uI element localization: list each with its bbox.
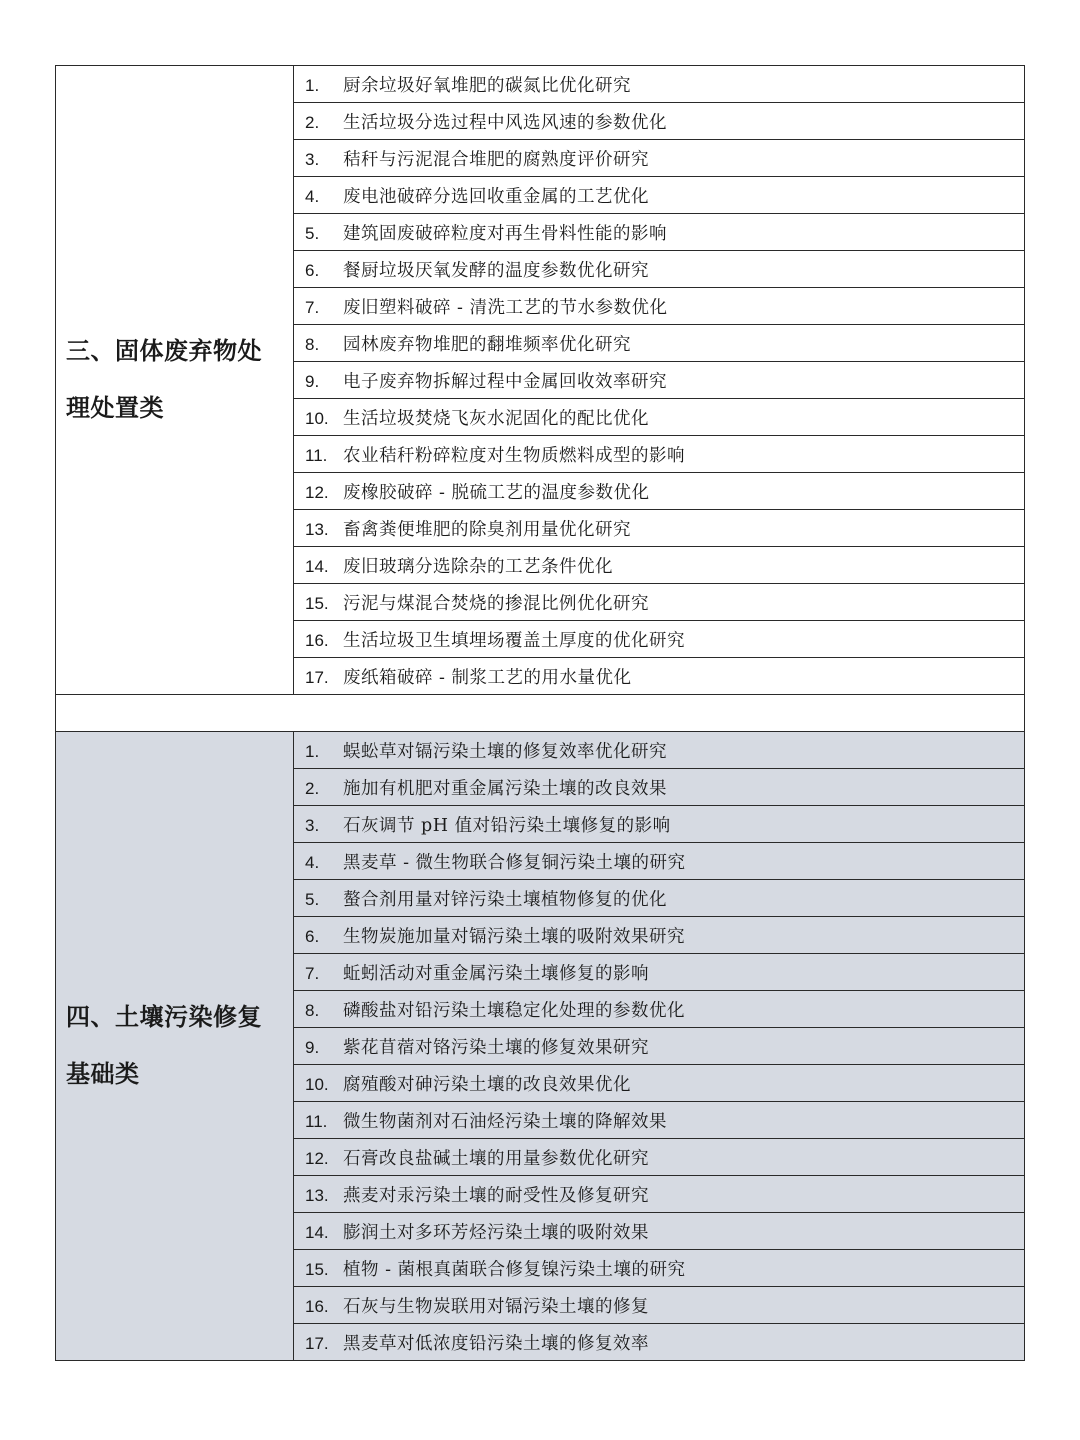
item-text: 蚯蚓活动对重金属污染土壤修复的影响 xyxy=(343,963,649,984)
item-text: 黑麦草对低浓度铅污染土壤的修复效率 xyxy=(343,1333,649,1354)
item-number: 10. xyxy=(305,1074,329,1094)
item-text: 微生物菌剂对石油烃污染土壤的降解效果 xyxy=(343,1111,667,1132)
topic-item xyxy=(294,510,1025,547)
item-text: 畜禽粪便堆肥的除臭剂用量优化研究 xyxy=(343,519,631,540)
topic-item xyxy=(294,103,1025,140)
item-number: 7. xyxy=(305,963,320,983)
item-text: 电子废弃物拆解过程中金属回收效率研究 xyxy=(343,371,667,392)
item-number: 13. xyxy=(305,1185,329,1205)
topic-item xyxy=(294,658,1025,695)
topic-item xyxy=(294,769,1025,806)
item-text: 蜈蚣草对镉污染土壤的修复效率优化研究 xyxy=(343,741,667,762)
topic-item xyxy=(294,1176,1025,1213)
item-number: 14. xyxy=(305,556,329,576)
item-text: 污泥与煤混合焚烧的掺混比例优化研究 xyxy=(343,593,649,614)
item-text: 生活垃圾卫生填埋场覆盖土厚度的优化研究 xyxy=(343,630,685,651)
topic-item xyxy=(294,66,1025,103)
category-heading: 三、固体废弃物处理处置类 xyxy=(56,66,294,695)
item-text: 废旧玻璃分选除杂的工艺条件优化 xyxy=(343,556,613,577)
item-text: 螯合剂用量对锌污染土壤植物修复的优化 xyxy=(343,889,667,910)
item-number: 6. xyxy=(305,926,320,946)
topic-table xyxy=(55,65,1025,1361)
item-text: 膨润土对多环芳烃污染土壤的吸附效果 xyxy=(343,1222,649,1243)
item-number: 1. xyxy=(305,741,320,761)
item-number: 2. xyxy=(305,778,320,798)
item-number: 9. xyxy=(305,1037,320,1057)
item-text: 植物 - 菌根真菌联合修复镍污染土壤的研究 xyxy=(343,1259,686,1280)
item-number: 15. xyxy=(305,593,329,613)
item-text: 石灰与生物炭联用对镉污染土壤的修复 xyxy=(343,1296,649,1317)
item-text: 紫花苜蓿对铬污染土壤的修复效果研究 xyxy=(343,1037,649,1058)
item-number: 11. xyxy=(305,1111,328,1131)
item-number: 6. xyxy=(305,260,320,280)
item-number: 2. xyxy=(305,112,320,132)
item-number: 17. xyxy=(305,1333,329,1353)
topic-item xyxy=(294,325,1025,362)
item-text: 厨余垃圾好氧堆肥的碳氮比优化研究 xyxy=(343,75,631,96)
item-text: 废橡胶破碎 - 脱硫工艺的温度参数优化 xyxy=(343,482,650,503)
item-number: 3. xyxy=(305,149,320,169)
item-number: 16. xyxy=(305,630,329,650)
item-number: 11. xyxy=(305,445,328,465)
item-text: 石膏改良盐碱土壤的用量参数优化研究 xyxy=(343,1148,649,1169)
topic-item xyxy=(294,177,1025,214)
item-number: 5. xyxy=(305,223,320,243)
item-text: 废电池破碎分选回收重金属的工艺优化 xyxy=(343,186,649,207)
item-text: 腐殖酸对砷污染土壤的改良效果优化 xyxy=(343,1074,631,1095)
topic-item xyxy=(294,399,1025,436)
topic-item xyxy=(294,473,1025,510)
item-text: 燕麦对汞污染土壤的耐受性及修复研究 xyxy=(343,1185,649,1206)
spacer-row xyxy=(56,695,1025,732)
item-text: 生活垃圾分选过程中风选风速的参数优化 xyxy=(343,112,667,133)
topic-item xyxy=(294,954,1025,991)
topic-item xyxy=(294,584,1025,621)
topic-item xyxy=(294,547,1025,584)
item-number: 10. xyxy=(305,408,329,428)
item-number: 15. xyxy=(305,1259,329,1279)
item-number: 14. xyxy=(305,1222,329,1242)
item-number: 13. xyxy=(305,519,329,539)
item-number: 4. xyxy=(305,186,320,206)
topic-item xyxy=(294,991,1025,1028)
item-number: 3. xyxy=(305,815,320,835)
topic-item xyxy=(294,1324,1025,1361)
item-text: 建筑固废破碎粒度对再生骨料性能的影响 xyxy=(343,223,667,244)
item-number: 4. xyxy=(305,852,320,872)
table-row xyxy=(56,66,1025,103)
item-text: 废旧塑料破碎 - 清洗工艺的节水参数优化 xyxy=(343,297,668,318)
item-text: 磷酸盐对铅污染土壤稳定化处理的参数优化 xyxy=(343,1000,685,1021)
category-heading: 四、土壤污染修复基础类 xyxy=(56,732,294,1361)
topic-item xyxy=(294,1287,1025,1324)
item-number: 17. xyxy=(305,667,329,687)
item-text: 施加有机肥对重金属污染土壤的改良效果 xyxy=(343,778,667,799)
spacer-cell xyxy=(56,695,1025,732)
item-number: 16. xyxy=(305,1296,329,1316)
item-text: 废纸箱破碎 - 制浆工艺的用水量优化 xyxy=(343,667,632,688)
topic-item xyxy=(294,214,1025,251)
topic-item xyxy=(294,436,1025,473)
topic-item xyxy=(294,251,1025,288)
topic-item xyxy=(294,1102,1025,1139)
item-number: 8. xyxy=(305,1000,320,1020)
topic-item xyxy=(294,1065,1025,1102)
item-number: 12. xyxy=(305,1148,329,1168)
item-number: 9. xyxy=(305,371,320,391)
topic-item xyxy=(294,140,1025,177)
item-number: 12. xyxy=(305,482,329,502)
item-text: 园林废弃物堆肥的翻堆频率优化研究 xyxy=(343,334,631,355)
item-number: 8. xyxy=(305,334,320,354)
topic-item xyxy=(294,1139,1025,1176)
topic-item xyxy=(294,1028,1025,1065)
item-text: 石灰调节 pH 值对铅污染土壤修复的影响 xyxy=(343,815,671,836)
topic-item xyxy=(294,1250,1025,1287)
topic-item xyxy=(294,806,1025,843)
item-text: 生物炭施加量对镉污染土壤的吸附效果研究 xyxy=(343,926,685,947)
topic-item xyxy=(294,362,1025,399)
topic-item xyxy=(294,621,1025,658)
item-text: 黑麦草 - 微生物联合修复铜污染土壤的研究 xyxy=(343,852,686,873)
item-text: 餐厨垃圾厌氧发酵的温度参数优化研究 xyxy=(343,260,649,281)
topic-item xyxy=(294,288,1025,325)
topic-item xyxy=(294,1213,1025,1250)
topic-item xyxy=(294,843,1025,880)
item-number: 1. xyxy=(305,75,320,95)
item-text: 秸秆与污泥混合堆肥的腐熟度评价研究 xyxy=(343,149,649,170)
topic-item xyxy=(294,732,1025,769)
topic-item xyxy=(294,917,1025,954)
item-number: 7. xyxy=(305,297,320,317)
item-text: 农业秸秆粉碎粒度对生物质燃料成型的影响 xyxy=(343,445,685,466)
topic-item xyxy=(294,880,1025,917)
item-text: 生活垃圾焚烧飞灰水泥固化的配比优化 xyxy=(343,408,649,429)
topic-table-body xyxy=(56,66,1025,1361)
item-number: 5. xyxy=(305,889,320,909)
table-row xyxy=(56,732,1025,769)
